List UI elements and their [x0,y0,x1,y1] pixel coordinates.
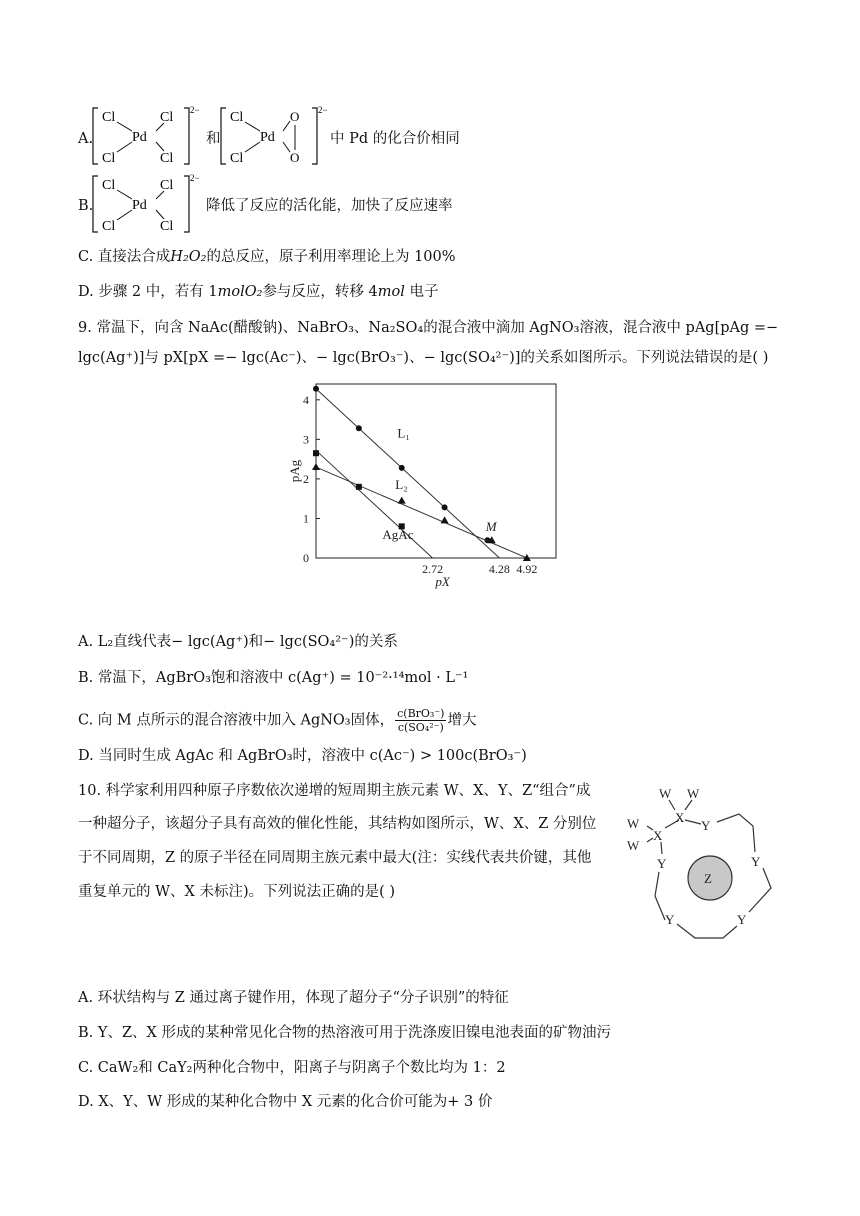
annotation-m: M [485,519,497,535]
svg-text:Y: Y [657,856,667,871]
q9-option-c: C. 向 M 点所示的混合溶液中加入 AgNO₃固体， $\frac{\text{c(BrO₃⁻)}}{\text{c(SO₄²⁻)}}$ 增大 [78,707,477,734]
svg-text:2−: 2− [190,173,200,183]
supramolecule-diagram [615,778,795,948]
q10-option-d: D. X、Y、W 形成的某种化合物中 X 元素的化合价可能为+ 3 价 [78,1094,493,1110]
series-line-l2 [316,467,527,558]
data-point-l2 [312,463,320,470]
data-point-l1 [356,425,362,431]
svg-text:Pd: Pd [260,130,275,145]
svg-text:Cl: Cl [160,110,174,125]
option-prefix: A. [78,131,94,147]
pag-px-chart [285,376,565,596]
svg-text:Z: Z [704,871,712,886]
x-axis-label: pX [435,574,450,589]
x-tick-label: 2.72 [422,562,444,576]
option-b-text: 降低了反应的活化能，加快了反应速率 [206,198,453,214]
q10-stem-line3: 于不同周期，Z 的原子半径在同周期主族元素中最大(注：实线代表共价键，其他 [78,850,592,866]
y-tick-label: 0 [303,551,309,565]
svg-text:2−: 2− [190,105,200,115]
data-point-l1 [313,386,319,392]
svg-text:W: W [627,816,640,831]
q8-option-d: D. 步骤 2 中，若有 1molO₂参与反应，转移 4mol 电子 [78,284,439,300]
svg-text:Cl: Cl [102,178,116,193]
y-tick-label: 1 [303,511,309,526]
connector-text: 和 [206,131,221,147]
svg-text:Y: Y [751,854,761,869]
q10-stem-line4: 重复单元的 W、X 未标注)。下列说法正确的是( ) [78,884,396,900]
svg-text:W: W [687,786,700,801]
pdcl4-complex-b [92,172,198,236]
q10-option-c: C. CaW₂和 CaY₂两种化合物中，阳离子与阴离子个数比均为 1：2 [78,1060,506,1076]
q10-option-b: B. Y、Z、X 形成的某种常见化合物的热溶液可用于洗涤废旧镍电池表面的矿物油污 [78,1025,611,1041]
svg-text:Cl: Cl [160,151,174,166]
svg-text:Cl: Cl [102,151,116,166]
svg-text:Cl: Cl [160,178,174,193]
series-line-agac [316,450,433,558]
x-tick-label: 4.92 [516,562,538,576]
series-label-l1: L₁ [397,425,410,441]
data-point-agac [313,450,319,456]
svg-text:Pd: Pd [132,130,147,145]
pdcl2o2-complex [220,104,326,168]
q9-stem-line1: 9. 常温下，向含 NaAc(醋酸钠)、NaBrO₃、Na₂SO₄的混合液中滴加 AgNO₃溶液，混合液中 pAg[pAg =− [78,320,779,336]
data-point-agac [356,484,362,490]
data-point-l2 [398,497,406,504]
data-point-l1 [399,465,405,471]
svg-text:Cl: Cl [230,151,244,166]
q10-stem-line2: 一种超分子，该超分子具有高效的催化性能，其结构如图所示，W、X、Z 分别位 [78,816,597,832]
x-tick-label: 4.28 [488,562,510,576]
svg-text:Y: Y [665,912,675,927]
svg-text:W: W [627,838,640,853]
svg-text:Cl: Cl [102,219,116,234]
option-a-text: 中 Pd 的化合价相同 [330,131,460,147]
q8-option-c: C. 直接法合成H₂O₂的总反应，原子利用率理论上为 100% [78,249,456,265]
y-tick-label: 2 [303,471,309,486]
y-tick-label: 3 [303,432,309,447]
q10-option-a: A. 环状结构与 Z 通过离子键作用，体现了超分子“分子识别”的特征 [78,990,509,1006]
svg-text:Cl: Cl [230,110,244,125]
plot-frame [316,384,556,558]
svg-text:X: X [675,810,685,825]
svg-text:O: O [290,150,300,165]
option-prefix: B. [78,198,94,214]
y-tick-label: 4 [303,392,309,407]
svg-text:Cl: Cl [160,219,174,234]
q9-stem-line2: lgc(Ag⁺)]与 pX[pX =− lgc(Ac⁻)、− lgc(BrO₃⁻)、− lgc(SO₄²⁻)]的关系如图所示。下列说法错误的是( ) [78,350,769,366]
svg-text:Y: Y [701,818,711,833]
svg-text:Pd: Pd [132,198,147,213]
fraction: $\frac{\text{c(BrO₃⁻)}}{\text{c(SO₄²⁻)}}$ [397,707,445,734]
svg-text:2−: 2− [318,105,328,115]
svg-text:X: X [653,828,663,843]
svg-text:Y: Y [737,912,747,927]
pdcl4-complex-a [92,104,198,168]
svg-text:Cl: Cl [102,110,116,125]
q10-stem-line1: 10. 科学家利用四种原子序数依次递增的短周期主族元素 W、X、Y、Z“组合”成 [78,783,591,799]
series-label-l2: L₂ [395,476,408,492]
series-label-agac: AgAc [382,527,414,543]
q9-option-d: D. 当同时生成 AgAc 和 AgBrO₃时，溶液中 c(Ac⁻) > 100c(BrO₃⁻) [78,748,527,764]
q9-option-a: A. L₂直线代表− lgc(Ag⁺)和− lgc(SO₄²⁻)的关系 [78,634,398,650]
y-axis-label: pAg [287,459,302,483]
data-point-l1 [442,504,448,510]
svg-text:O: O [290,109,300,124]
data-point-l2 [441,516,449,523]
svg-text:W: W [659,786,672,801]
q9-option-b: B. 常温下，AgBrO₃饱和溶液中 c(Ag⁺) = 10⁻²·¹⁴mol · L⁻¹ [78,670,469,686]
